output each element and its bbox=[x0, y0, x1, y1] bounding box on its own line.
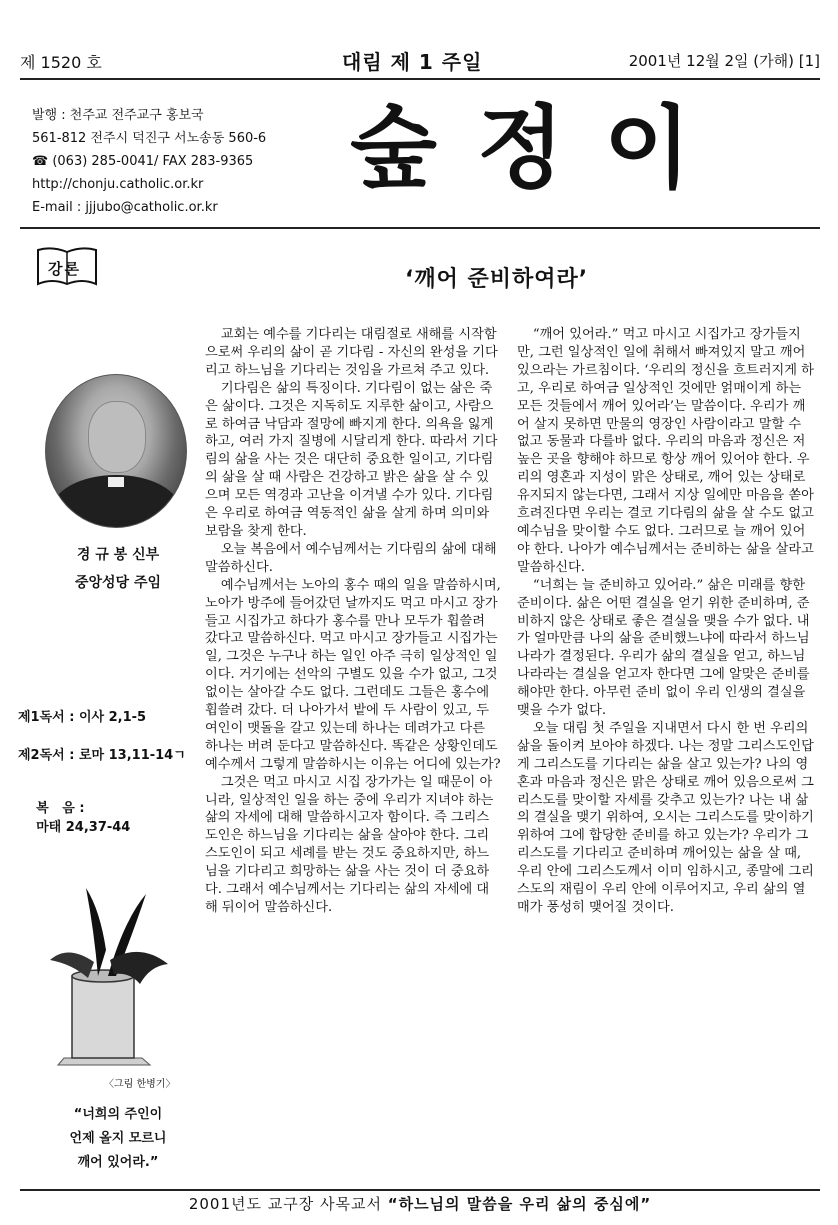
liturgical-season: 대림 제 1 주일 bbox=[342, 50, 483, 74]
homily-badge-label: 강론 bbox=[48, 260, 81, 278]
newsletter-title: 숲정이 bbox=[350, 95, 731, 201]
reading-ref: 로마 13,11-14ㄱ bbox=[78, 748, 186, 763]
reading-label: 제2독서 : bbox=[18, 748, 75, 763]
reading-first bbox=[18, 706, 146, 725]
top-divider bbox=[20, 78, 820, 80]
top-bar bbox=[20, 44, 820, 74]
article-column-left bbox=[205, 326, 501, 917]
illustration-credit: 〈그림 한병기〉 bbox=[104, 1079, 176, 1090]
publisher-phone: ☎ (063) 285-0041/ FAX 283-9365 bbox=[32, 154, 254, 169]
photo-face bbox=[88, 401, 146, 473]
article-column-right bbox=[517, 326, 815, 917]
paragraph: “깨어 있어라.” 먹고 마시고 시집가고 장가들지만, 그런 일상적인 일에 취해서 빠져있지 말고 깨어 있으라는 가르침이다. ‘우리의 정신을 흐트러지게 하고, 우리로 하여금 일상적인 것에만 얽매이게 하는 모든 것들에서 깨어 있어라’는 말씀이다. 우리가 깨어 살지 못하면 만물의 영장인 사람이라고 말할 수 없고 동물과 다를바 없다. 우리의 마음과 정신은 저 높은 곳을 향해야 하므로 항상 깨어 있어야 한다. 우리의 영혼과 지성이 맑은 상태로, 깨어 있는 상태로 유지되지 않는다면, 그래서 지상 일에만 마음을 쏟아 흐려진다면 우리는 결코 기다림의 삶을 살 수도 없고 예수님을 맞이할 수도 없다. 그러므로 늘 깨어 있어야 한다. 나아가 예수님께서는 준비하는 삶을 살라고 말씀하신다. bbox=[517, 327, 814, 575]
footer-prefix: 2001년도 교구장 사목교서 bbox=[188, 1195, 382, 1213]
article-headline: ‘깨어 준비하여라’ bbox=[405, 267, 589, 292]
issue-date: 2001년 12월 2일 (가해) [1] bbox=[628, 52, 820, 70]
quote-line: 언제 올지 모르니 bbox=[69, 1131, 167, 1146]
quote-line: 깨어 있어라.” bbox=[77, 1155, 159, 1170]
reading-gospel bbox=[18, 782, 130, 850]
footer-divider bbox=[20, 1189, 820, 1191]
publisher-line: 발행 : 천주교 전주교구 홍보국 bbox=[32, 108, 204, 123]
reading-second bbox=[18, 744, 186, 763]
iris-illustration bbox=[28, 880, 178, 1070]
author-title: 중앙성당 주임 bbox=[74, 575, 162, 591]
masthead bbox=[340, 93, 820, 203]
reading-label: 복 음 : bbox=[36, 801, 85, 816]
paragraph: 오늘 복음에서 예수님께서는 기다림의 삶에 대해 말씀하신다. bbox=[205, 541, 497, 575]
paragraph: 예수님께서는 노아의 홍수 때의 일을 말씀하시며, 노아가 방주에 들어갔던 날까지도 먹고 마시고 장가들고 시집가고 하다가 홍수를 만나 모두가 휩쓸려 갔다고 말씀하신다. 먹고 마시고 장가들고 시집가는 일, 그것은 누구나 하는 일인 아주 극히 일상적인 일이다. 거기에는 선악의 구별도 있을 수가 없고, 그것 없이는 살아갈 수도 없다. 그런데도 그들은 홍수에 휩쓸려 갔다. 더 나아가서 밭에 두 사람이 있고, 두 여인이 맷돌을 갈고 있는데 하나는 데려가고 다른 하나는 버려 둔다고 말씀하신다. 똑같은 상황인데도 예수께서 그렇게 말씀하시는 이유는 어디에 있는가? bbox=[205, 577, 501, 772]
publisher-address: 561-812 전주시 덕진구 서노송동 560-6 bbox=[32, 131, 267, 146]
photo-collar bbox=[108, 477, 124, 487]
author-name: 경 규 봉 신부 bbox=[76, 547, 160, 563]
paragraph: 그것은 먹고 마시고 시집 장가가는 일 때문이 아니라, 일상적인 일을 하는 중에 우리가 지녀야 하는 삶의 자세에 대해 말씀하시고자 함이다. 즉 그리스도인은 하느님을 기다리는 삶을 살아야 한다. 그리스도인이 되고 세례를 받는 것도 중요하지만, 하느님을 기다리고 희망하는 삶을 사는 것이 더 중요하다. 그래서 예수님께서는 기다리는 삶의 자세에 대해 뒤이어 말씀하신다. bbox=[205, 774, 494, 915]
publisher-url: http://chonju.catholic.or.kr bbox=[32, 177, 204, 192]
quote-line: “너희의 주인이 bbox=[73, 1107, 163, 1122]
publisher-email: E-mail : jjjubo@catholic.or.kr bbox=[32, 200, 218, 215]
paragraph: 교회는 예수를 기다리는 대림절로 새해를 시작함으로써 우리의 삶이 곧 기다림 - 자신의 완성을 기다리고 하느님을 기다리는 것임을 가르쳐 주고 있다. bbox=[205, 327, 498, 378]
author-block bbox=[48, 541, 188, 597]
homily-badge bbox=[36, 244, 98, 288]
paragraph: “너희는 늘 준비하고 있어라.” 삶은 미래를 향한 준비이다. 삶은 어떤 결실을 얻기 위한 준비하며, 준비하지 않은 상태로 좋은 결실을 맺을 수가 없다. 내가 얼마만큼 나의 삶을 준비했느냐에 따라서 하느님 나라가 결정된다. 우리가 삶의 결실을 얻고, 하느님 나라라는 결실을 얻고자 한다면 그에 알맞은 준비를 해야만 한다. 아무런 준비 없이 우리 인생의 결실을 맺을 수가 없다. bbox=[517, 577, 810, 719]
scripture-quote bbox=[38, 1103, 198, 1175]
masthead-divider bbox=[20, 227, 820, 229]
footer-slogan: “하느님의 말씀을 우리 삶의 중심에” bbox=[387, 1195, 652, 1213]
issue-number: 제 1520 호 bbox=[20, 53, 102, 72]
paragraph: 기다림은 삶의 특징이다. 기다림이 없는 삶은 죽은 삶이다. 그것은 지독히도 지루한 삶이고, 사람으로 하여금 낙담과 절망에 빠지게 한다. 의욕을 잃게 하고, 여러 가지 질병에 시달리게 한다. 따라서 기다림의 삶을 사는 것은 대단히 중요한 일이고, 기다림의 삶을 살 때 사람은 건강하고 밝은 삶을 살 수 있으며 모든 역경과 고난을 이겨낼 수가 있다. 기다림은 우리로 하여금 역동적인 삶을 살게 하며 의미와 보람을 찾게 한다. bbox=[205, 380, 498, 539]
reading-ref: 이사 2,1-5 bbox=[78, 710, 147, 725]
vase-flower-icon bbox=[28, 880, 178, 1070]
reading-ref: 마태 24,37-44 bbox=[36, 820, 131, 835]
reading-label: 제1독서 : bbox=[18, 710, 75, 725]
footer bbox=[20, 1193, 820, 1214]
publisher-info bbox=[32, 104, 266, 219]
author-photo bbox=[45, 374, 187, 528]
paragraph: 오늘 대림 첫 주일을 지내면서 다시 한 번 우리의 삶을 돌이켜 보아야 하겠다. 나는 정말 그리스도인답게 그리스도를 기다리는 삶을 살고 있는가? 나의 영혼과 마음과 정신은 맑은 상태로 깨어 있음으로써 그리스도를 맞이할 자세를 갖추고 있는가? 나는 내 삶의 결실을 맺기 위하여, 오시는 그리스도를 맞이하기 위하여 그에 합당한 준비를 하고 있는가? 우리가 그리스도를 기다리고 준비하며 깨어있는 삶을 살 때, 우리 안에 그리스도께서 이미 임하시고, 종말에 그리스도의 재림이 우리 안에 이루어지고, 우리 삶의 열매가 풍성히 맺어질 것이다. bbox=[517, 720, 814, 915]
